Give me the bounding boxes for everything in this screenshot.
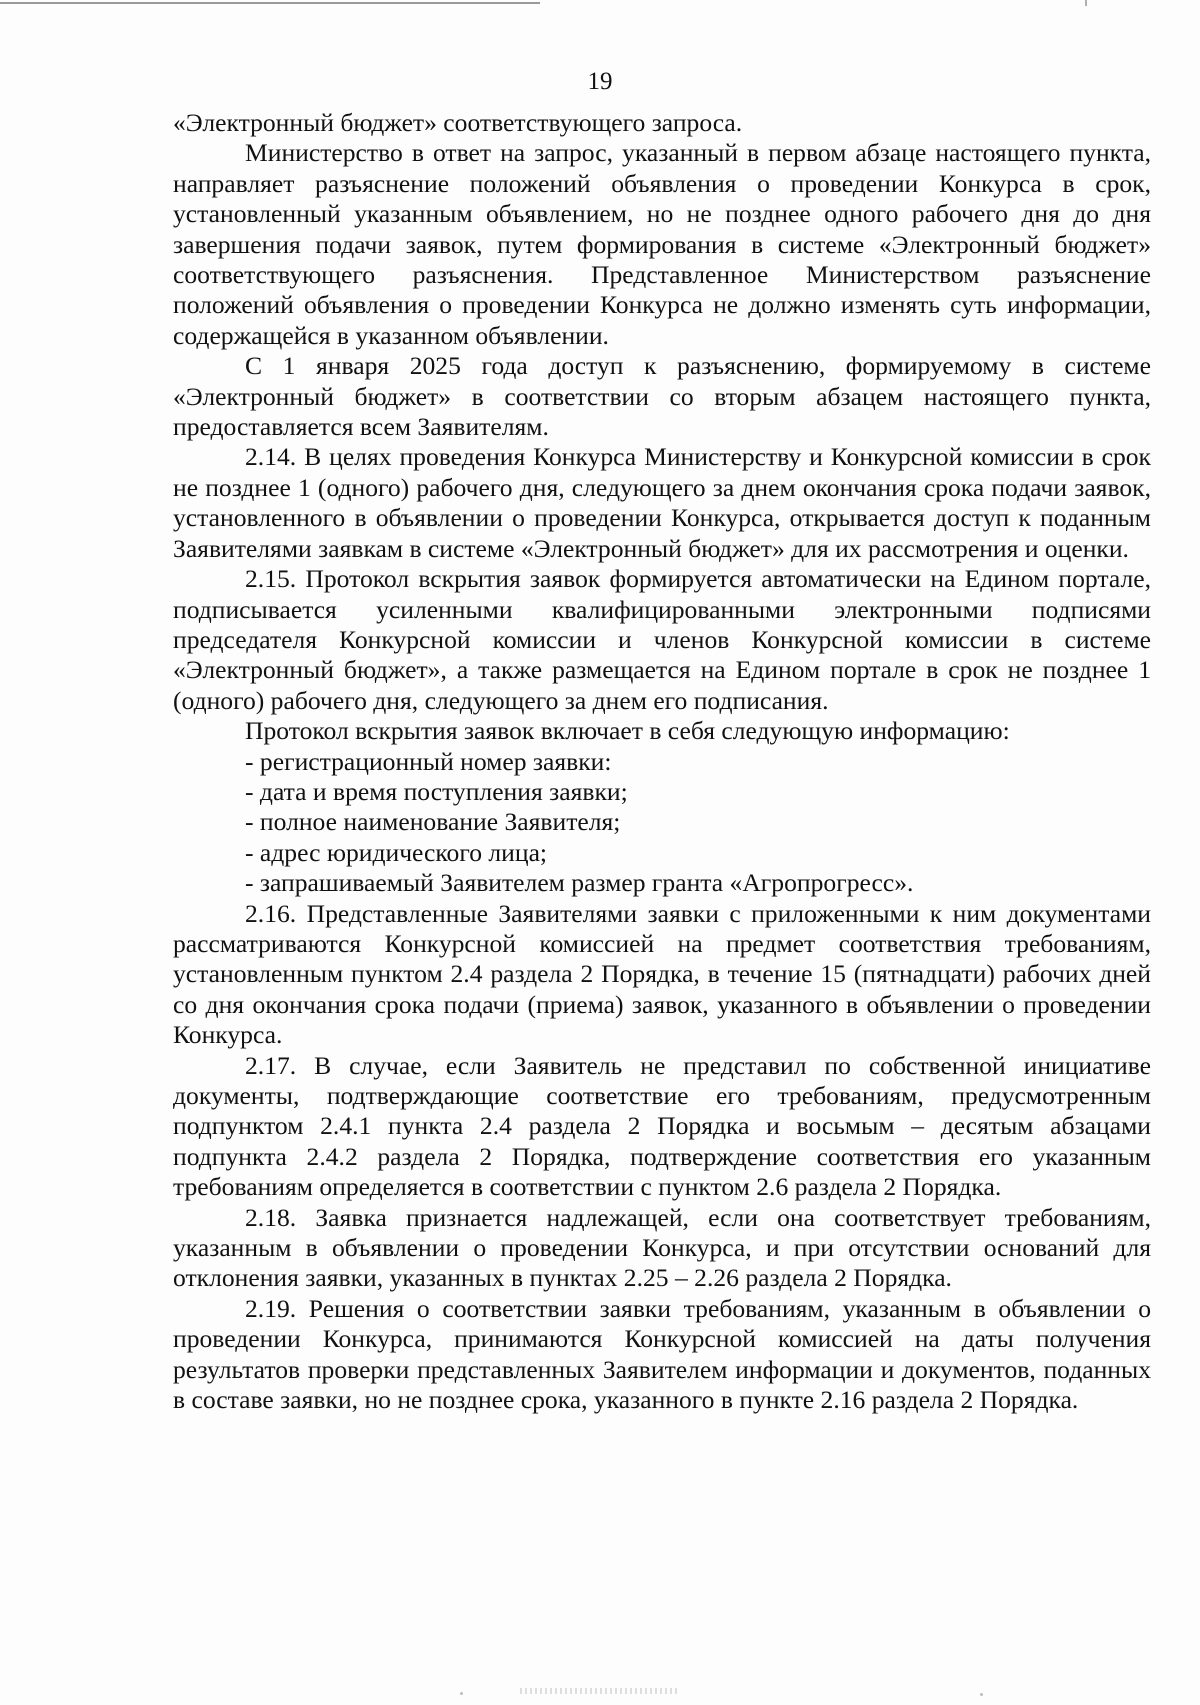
list-item: - адрес юридического лица; (245, 837, 548, 867)
paragraph: 2.15. Протокол вскрытия заявок формируется автоматически на Едином портале, подписывается усиленными квалифицированными электронными подписями председателя Конкурсной комиссии и членов Конкурсной комиссии в системе «Электронный бюджет», а также размещается на Едином портале в срок не позднее 1 (одного) рабочего дня, следующего за днем его подписания. (173, 564, 1151, 715)
scan-edge-line (0, 2, 540, 4)
paragraph: 2.19. Решения о соответствии заявки требованиям, указанным в объявлении о проведении Конкурса, принимаются Конкурсной комиссией на даты получения результатов проверки представленных Заявителем информации и документов, поданных в составе заявки, но не позднее срока, указанного в пункте 2.16 раздела 2 Порядка. (173, 1293, 1151, 1415)
paragraph: 2.16. Представленные Заявителями заявки с приложенными к ним документами рассматриваются Конкурсной комиссией на предмет соответствия требованиям, установленным пунктом 2.4 раздела 2 Порядка, в течение 15 (пятнадцати) рабочих дней со дня окончания срока подачи (приема) заявок, указанного в объявлении о проведении Конкурса. (173, 898, 1151, 1050)
page-number: 19 (587, 68, 613, 95)
scan-artifact (460, 1692, 463, 1695)
scan-edge-mark (1085, 0, 1087, 6)
list-item: - регистрационный номер заявки: (245, 746, 612, 776)
scan-artifact (980, 1693, 983, 1696)
paragraph: «Электронный бюджет» соответствующего запроса. (173, 108, 743, 137)
list-item: - дата и время поступления заявки; (245, 776, 628, 806)
paragraph: 2.14. В целях проведения Конкурса Министерству и Конкурсной комиссии в срок не позднее 1 (одного) рабочего дня, следующего за днем окончания срока подачи заявок, установленного в объявлении о проведении Конкурса, открывается доступ к поданным Заявителями заявкам в системе «Электронный бюджет» для их рассмотрения и оценки. (173, 442, 1151, 563)
list-item: - запрашиваемый Заявителем размер гранта «Агропрогресс». (245, 868, 914, 898)
paragraph: Министерство в ответ на запрос, указанный в первом абзаце настоящего пункта, направляет разъяснение положений объявления о проведении Конкурса в срок, установленный указанным объявлением, но не позднее одного рабочего дня до дня завершения подачи заявок, путем формирования в системе «Электронный бюджет» соответствующего разъяснения. Представленное Министерством разъяснение положений объявления о проведении Конкурса не должно изменять суть информации, содержащейся в указанном объявлении. (173, 138, 1151, 350)
list-item: - полное наименование Заявителя; (245, 807, 621, 837)
scan-artifact (520, 1688, 680, 1694)
paragraph: 2.18. Заявка признается надлежащей, если она соответствует требованиям, указанным в объявлении о проведении Конкурса, и при отсутствии оснований для отклонения заявки, указанных в пунктах 2.25 – 2.26 раздела 2 Порядка. (173, 1202, 1151, 1293)
document-body (173, 108, 1151, 1415)
paragraph: Протокол вскрытия заявок включает в себя следующую информацию: (245, 716, 1010, 746)
paragraph: 2.17. В случае, если Заявитель не представил по собственной инициативе документы, подтверждающие соответствие его требованиям, предусмотренным подпунктом 2.4.1 пункта 2.4 раздела 2 Порядка и восьмым – десятым абзацами подпункта 2.4.2 раздела 2 Порядка, подтверждение соответствия его указанным требованиям определяется в соответствии с пунктом 2.6 раздела 2 Порядка. (173, 1050, 1151, 1202)
paragraph: С 1 января 2025 года доступ к разъяснению, формируемому в системе «Электронный бюджет» в соответствии со вторым абзацем настоящего пункта, предоставляется всем Заявителям. (173, 351, 1151, 442)
